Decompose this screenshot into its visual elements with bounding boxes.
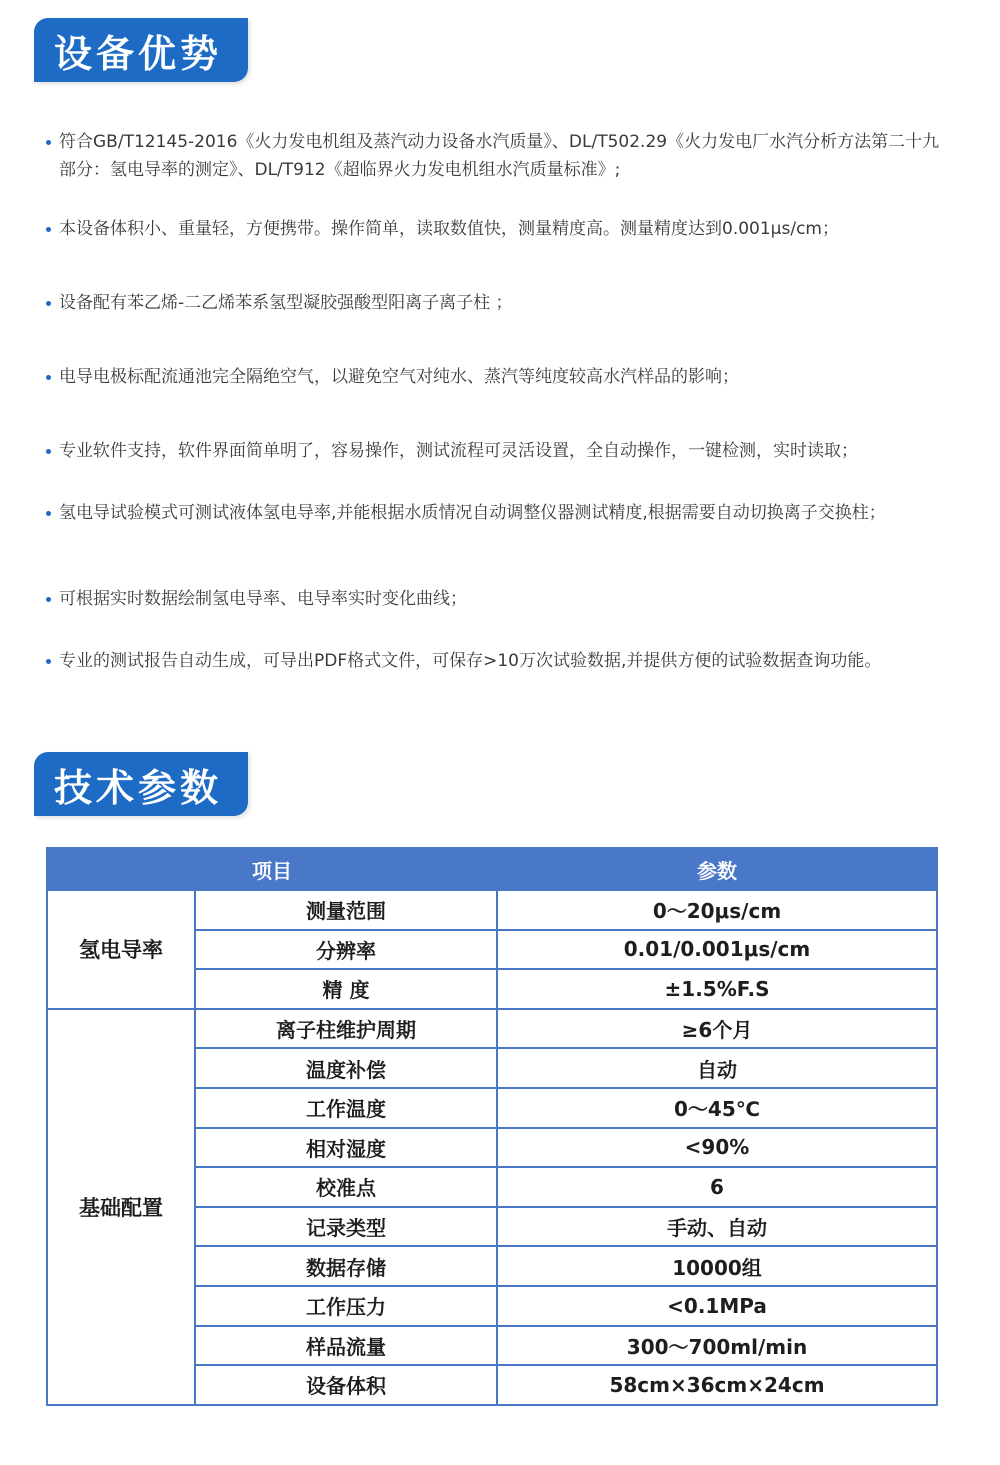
advantages-title: 设备优势 [54, 31, 223, 76]
param-name: 设备体积 [195, 1365, 497, 1405]
bullet-dot-icon [46, 597, 51, 602]
specs-header [34, 752, 248, 816]
bullet-dot-icon [46, 140, 51, 145]
list-item: 本设备体积小、重量轻，方便携带。操作简单，读取数值快，测量精度高。测量精度达到0.001μs/cm； [46, 215, 949, 243]
param-value: 自动 [497, 1048, 937, 1088]
param-value: 58cm×36cm×24cm [497, 1365, 937, 1405]
list-item: 设备配有苯乙烯-二乙烯苯系氢型凝胶强酸型阳离子离子柱 ； [46, 289, 949, 317]
param-name: 温度补偿 [195, 1048, 497, 1088]
advantages-header [34, 18, 248, 82]
bullet-dot-icon [46, 301, 51, 306]
param-value: 手动、自动 [497, 1207, 937, 1247]
category-cell: 氢电导率 [47, 890, 195, 1009]
header-param: 参数 [497, 848, 937, 890]
table-row [47, 1009, 937, 1049]
bullet-dot-icon [46, 511, 51, 516]
param-name: 分辨率 [195, 930, 497, 970]
spec-table [46, 847, 938, 1406]
param-value: <0.1MPa [497, 1286, 937, 1326]
list-item: 专业的测试报告自动生成，可导出PDF格式文件，可保存>10万次试验数据,并提供方便的试验数据查询功能。 [46, 647, 949, 675]
param-name: 校准点 [195, 1167, 497, 1207]
param-name: 离子柱维护周期 [195, 1009, 497, 1049]
list-item: 电导电极标配流通池完全隔绝空气，以避免空气对纯水、蒸汽等纯度较高水汽样品的影响； [46, 363, 949, 391]
param-value: <90% [497, 1128, 937, 1168]
param-value: 300～700ml/min [497, 1326, 937, 1366]
param-value: 6 [497, 1167, 937, 1207]
param-name: 精 度 [195, 969, 497, 1009]
param-name: 相对湿度 [195, 1128, 497, 1168]
specs-title: 技术参数 [54, 765, 223, 810]
bullet-dot-icon [46, 449, 51, 454]
param-name: 数据存储 [195, 1246, 497, 1286]
param-value: 10000组 [497, 1246, 937, 1286]
param-value: 0.01/0.001μs/cm [497, 930, 937, 970]
param-value: 0～45℃ [497, 1088, 937, 1128]
category-cell: 基础配置 [47, 1009, 195, 1405]
bullet-dot-icon [46, 227, 51, 232]
list-item: 符合GB/T12145-2016《火力发电机组及蒸汽动力设备水汽质量》、DL/T502.29《火力发电厂水汽分析方法第二十九部分：氢电导率的测定》、DL/T912《超临界火力发电机组水汽质量标准》; [46, 128, 949, 184]
param-name: 工作温度 [195, 1088, 497, 1128]
bullet-dot-icon [46, 659, 51, 664]
list-item: 专业软件支持，软件界面简单明了，容易操作，测试流程可灵活设置，全自动操作，一键检测，实时读取； [46, 437, 949, 465]
param-name: 测量范围 [195, 890, 497, 930]
list-item: 氢电导试验模式可测试液体氢电导率,并能根据水质情况自动调整仪器测试精度,根据需要自动切换离子交换柱； [46, 499, 949, 527]
table-row [47, 890, 937, 930]
param-name: 样品流量 [195, 1326, 497, 1366]
param-value: ±1.5%F.S [497, 969, 937, 1009]
table-header-row [47, 848, 937, 890]
bullet-dot-icon [46, 375, 51, 380]
param-name: 记录类型 [195, 1207, 497, 1247]
header-item: 项目 [47, 848, 497, 890]
param-name: 工作压力 [195, 1286, 497, 1326]
param-value: 0～20μs/cm [497, 890, 937, 930]
list-item: 可根据实时数据绘制氢电导率、电导率实时变化曲线； [46, 585, 949, 613]
param-value: ≥6个月 [497, 1009, 937, 1049]
